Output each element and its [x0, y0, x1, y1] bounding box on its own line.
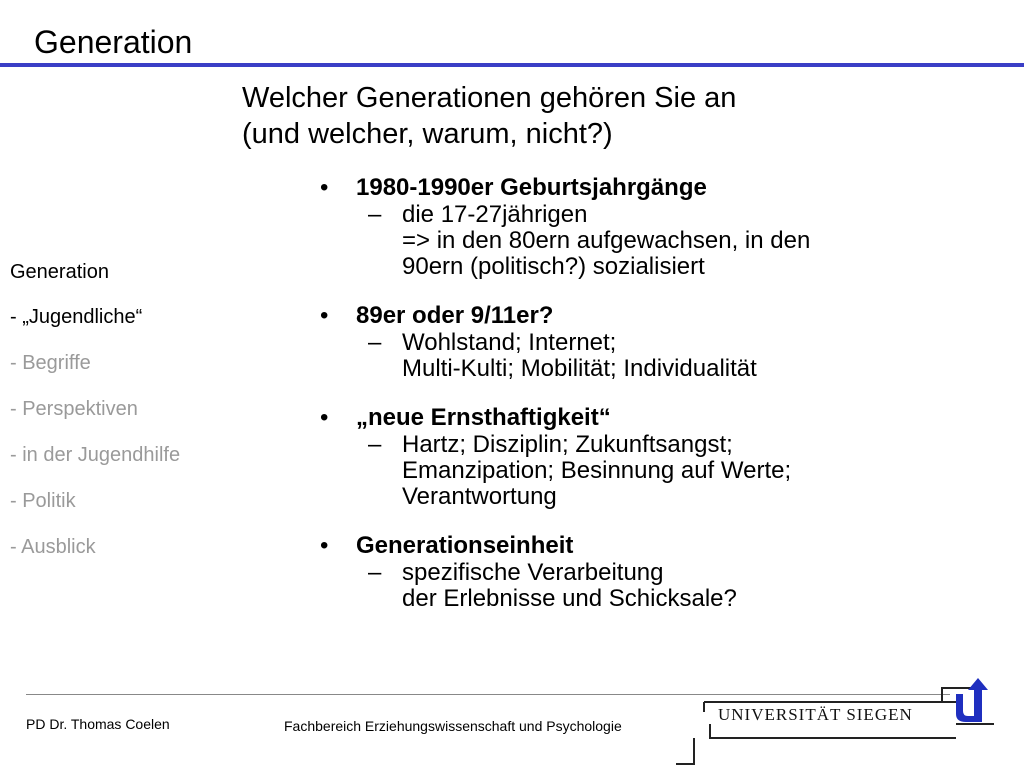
sidebar-item-begriffe: - Begriffe — [10, 352, 91, 374]
sub-line: Verantwortung — [402, 483, 557, 510]
sub-line: Multi-Kulti; Mobilität; Individualität — [402, 355, 757, 382]
sub-line: Emanzipation; Besinnung auf Werte; — [402, 457, 792, 484]
bullet-item — [318, 404, 978, 510]
slide-subtitle — [242, 80, 942, 152]
university-name: UNIVERSITÄT SIEGEN — [718, 705, 913, 724]
dash-marker: – — [368, 431, 382, 458]
bullet-heading: Generationseinheit — [356, 532, 574, 559]
sidebar-item-jugendliche: - „Jugendliche“ — [10, 306, 143, 328]
sidebar-item-jugendhilfe: - in der Jugendhilfe — [10, 444, 181, 466]
bullet-list — [318, 174, 978, 634]
dash-marker: – — [368, 329, 382, 356]
bullet-heading: 89er oder 9/11er? — [356, 302, 554, 329]
bullet-heading: „neue Ernsthaftigkeit“ — [356, 404, 611, 431]
dash-marker: – — [368, 559, 382, 586]
dash-marker: – — [368, 201, 382, 228]
bullet-subpoint — [356, 330, 978, 382]
bullet-subpoint — [356, 560, 978, 612]
bullet-dot: • — [320, 302, 329, 329]
sidebar-item-ausblick: - Ausblick — [10, 536, 96, 558]
sidebar-item-perspektiven: - Perspektiven — [10, 398, 138, 420]
footer-department: Fachbereich Erziehungswissenschaft und Psychologie — [284, 718, 622, 734]
sub-line: Wohlstand; Internet; — [402, 329, 617, 356]
bullet-dot: • — [320, 532, 329, 559]
sub-line: Hartz; Disziplin; Zukunftsangst; — [402, 431, 733, 458]
slide-title: Generation — [34, 24, 193, 60]
university-logo-icon — [950, 676, 1002, 728]
sidebar-outline — [10, 258, 250, 579]
sub-line: der Erlebnisse und Schicksale? — [402, 585, 737, 612]
bullet-heading: 1980-1990er Geburtsjahrgänge — [356, 174, 707, 201]
sub-line: => in den 80ern aufgewachsen, in den — [402, 227, 811, 254]
bullet-item — [318, 532, 978, 612]
bullet-subpoint — [356, 202, 978, 280]
bullet-dot: • — [320, 174, 329, 201]
bullet-item — [318, 174, 978, 280]
footer-author: PD Dr. Thomas Coelen — [26, 716, 170, 732]
sub-line: 90ern (politisch?) sozialisiert — [402, 253, 705, 280]
sub-line: spezifische Verarbeitung — [402, 559, 664, 586]
sidebar-item-politik: - Politik — [10, 490, 76, 512]
bullet-subpoint — [356, 432, 978, 510]
bullet-dot: • — [320, 404, 329, 431]
sidebar-heading: Generation — [10, 261, 109, 283]
subtitle-line-2: (und welcher, warum, nicht?) — [242, 118, 613, 150]
sub-line: die 17-27jährigen — [402, 201, 588, 228]
subtitle-line-1: Welcher Generationen gehören Sie an — [242, 82, 737, 114]
bullet-item — [318, 302, 978, 382]
title-underline — [0, 63, 1024, 67]
